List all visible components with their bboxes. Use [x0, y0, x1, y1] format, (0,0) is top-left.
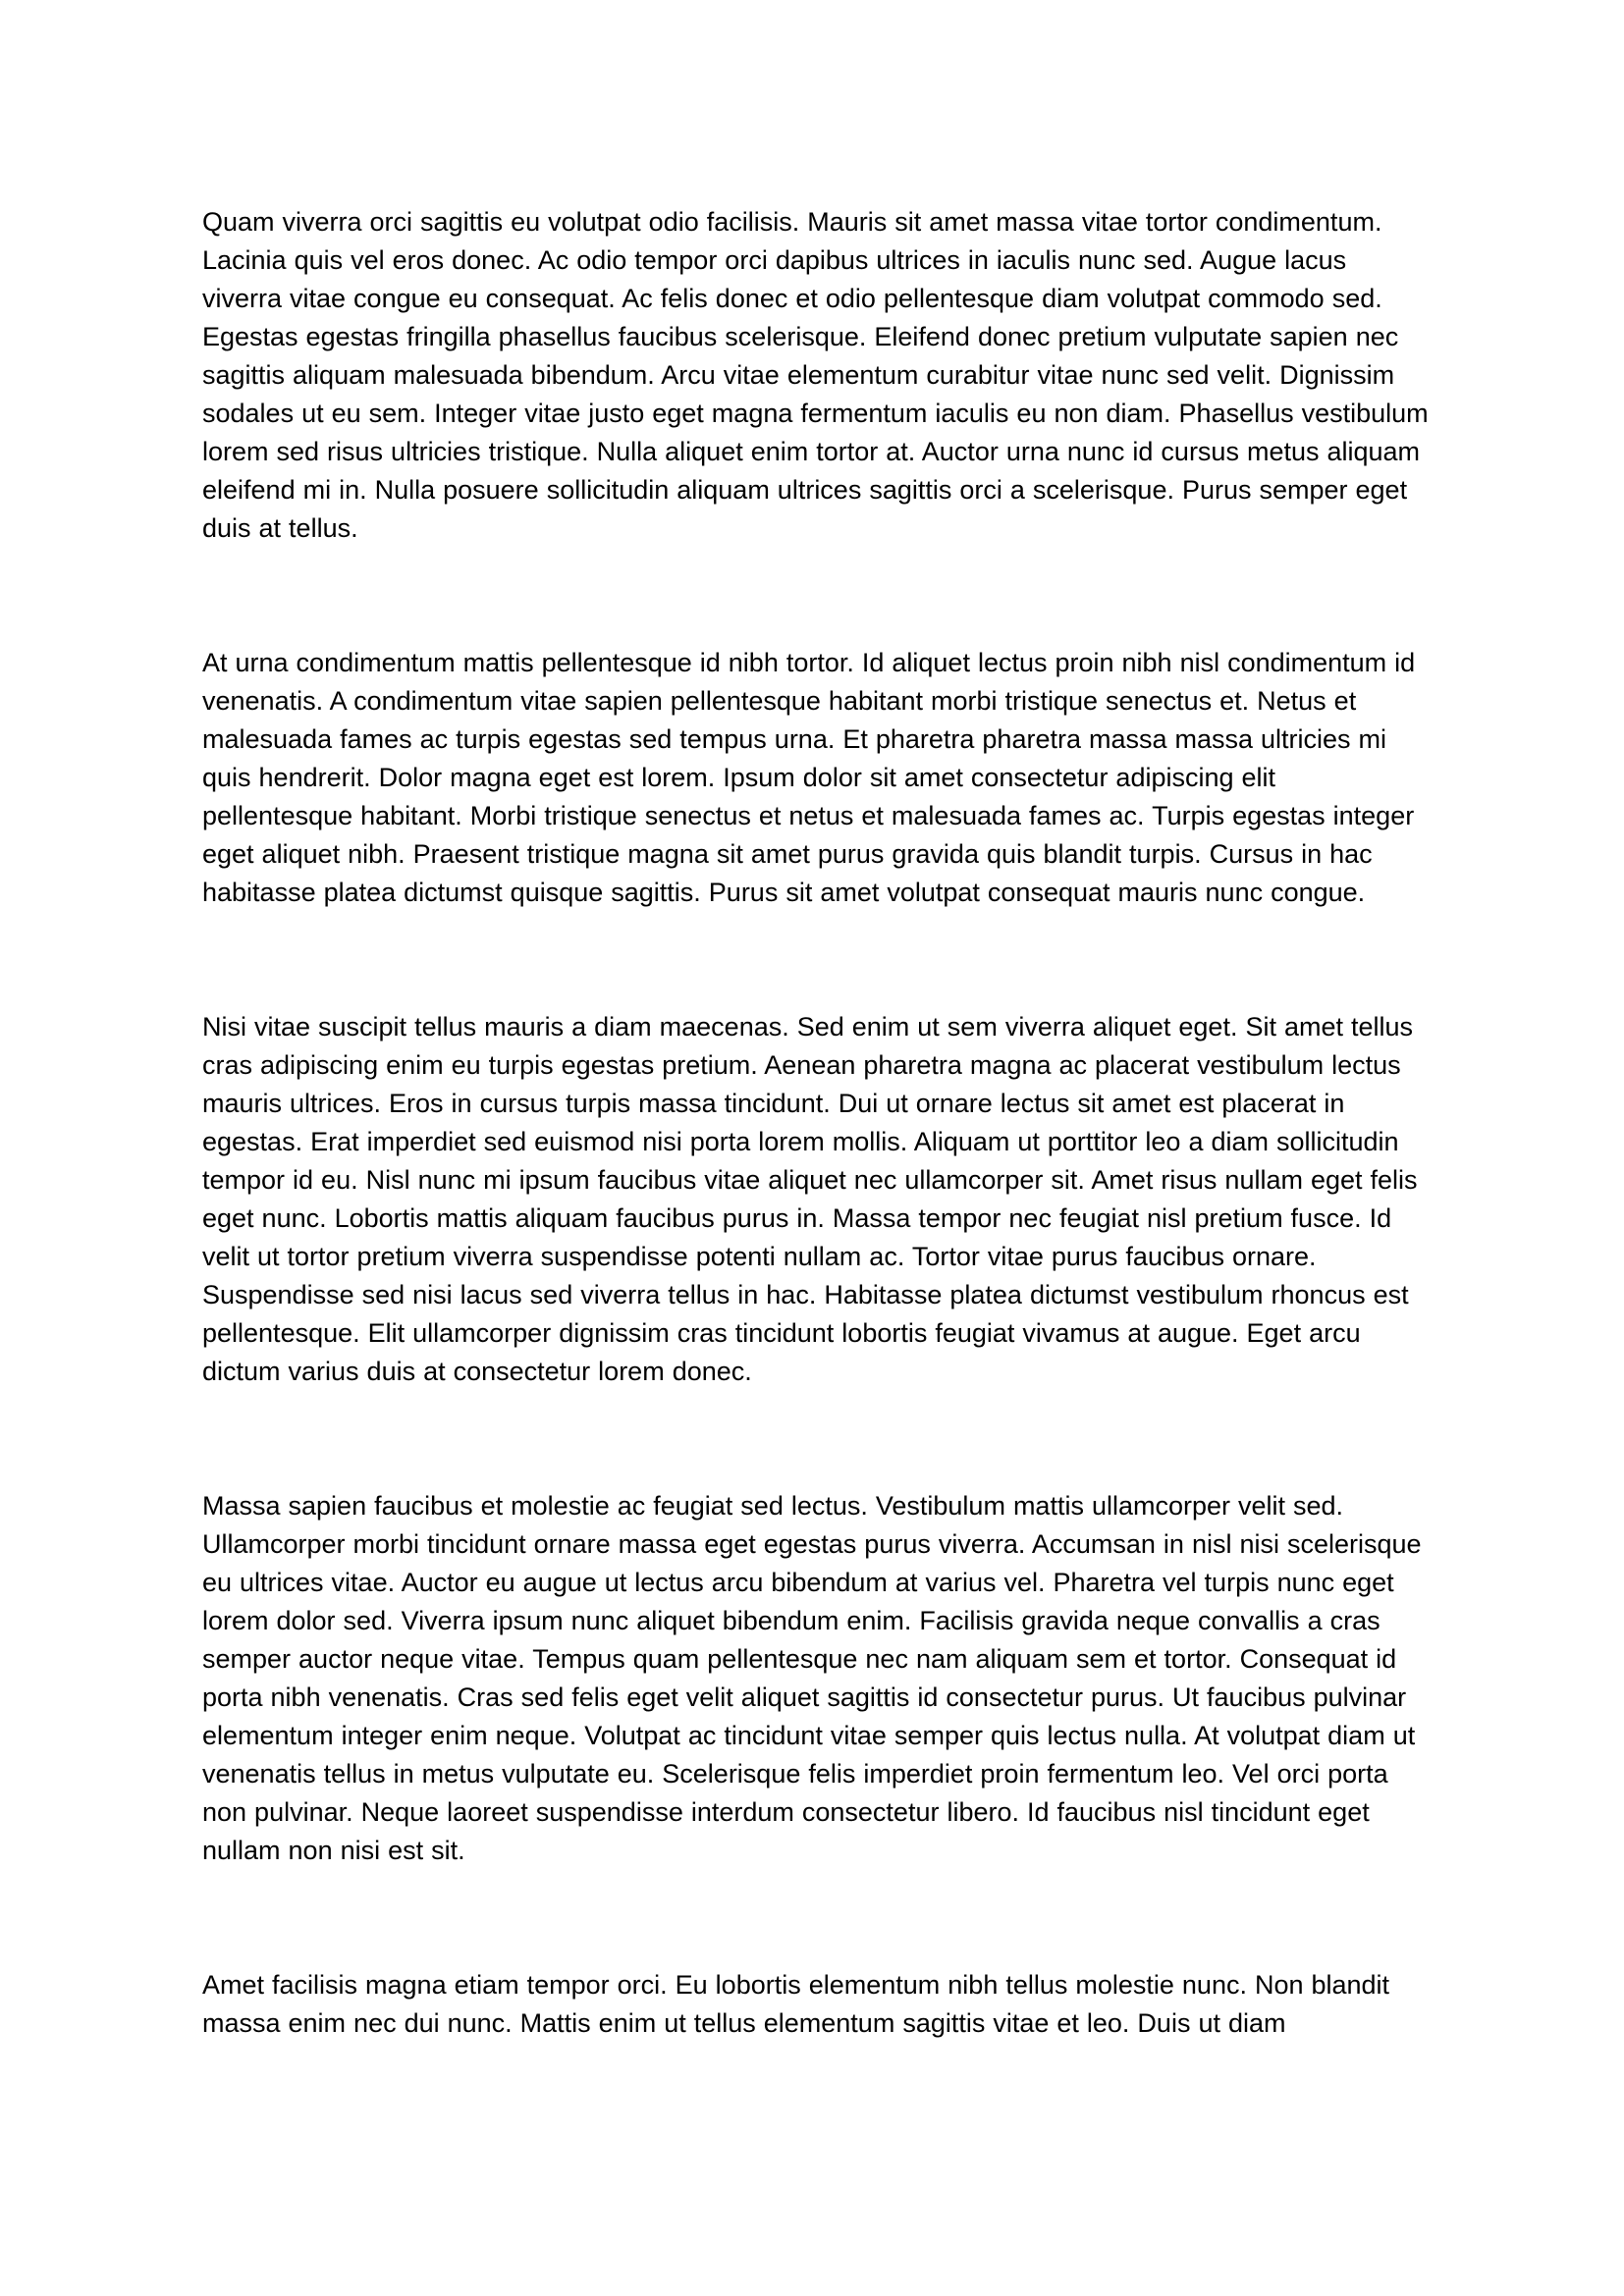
paragraph-5: Amet facilisis magna etiam tempor orci. Eu lobortis elementum nibh tellus molestie nunc. Non blandit massa enim nec dui nunc. Mattis enim ut tellus elementum sagittis vitae et leo. Duis ut diam — [202, 1970, 1390, 2038]
paragraph-2: At urna condimentum mattis pellentesque id nibh tortor. Id aliquet lectus proin nibh nisl condimentum id venenatis. A condimentum vitae sapien pellentesque habitant morbi tristique senectus et. Netus et malesuada fames ac turpis egestas sed tempus urna. Et pharetra pharetra massa massa ultricies mi quis hendrerit. Dolor magna eget est lorem. Ipsum dolor sit amet consectetur adipiscing elit pellentesque habitant. Morbi tristique senectus et netus et malesuada fames ac. Turpis egestas integer eget aliquet nibh. Praesent tristique magna sit amet purus gravida quis blandit turpis. Cursus in hac habitasse platea dictumst quisque sagittis. Purus sit amet volutpat consequat mauris nunc congue. — [202, 648, 1416, 907]
paragraph-1: Quam viverra orci sagittis eu volutpat odio facilisis. Mauris sit amet massa vitae tortor condimentum. Lacinia quis vel eros donec. Ac odio tempor orci dapibus ultrices in iaculis nunc sed. Augue lacus viverra vitae congue eu consequat. Ac felis donec et odio pellentesque diam volutpat commodo sed. Egestas egestas fringilla phasellus faucibus scelerisque. Eleifend donec pretium vulputate sapien nec sagittis aliquam malesuada bibendum. Arcu vitae elementum curabitur vitae nunc sed velit. Dignissim sodales ut eu sem. Integer vitae justo eget magna fermentum iaculis eu non diam. Phasellus vestibulum lorem sed risus ultricies tristique. Nulla aliquet enim tortor at. Auctor urna nunc id cursus metus aliquam eleifend mi in. Nulla posuere sollicitudin aliquam ultrices sagittis orci a scelerisque. Purus semper eget duis at tellus. — [202, 207, 1429, 543]
paragraph-4: Massa sapien faucibus et molestie ac feugiat sed lectus. Vestibulum mattis ullamcorper velit sed. Ullamcorper morbi tincidunt ornare massa eget egestas purus viverra. Accumsan in nisl nisi scelerisque eu ultrices vitae. Auctor eu augue ut lectus arcu bibendum at varius vel. Pharetra vel turpis nunc eget lorem dolor sed. Viverra ipsum nunc aliquet bibendum enim. Facilisis gravida neque convallis a cras semper auctor neque vitae. Tempus quam pellentesque nec nam aliquam sem et tortor. Consequat id porta nibh venenatis. Cras sed felis eget velit aliquet sagittis id consectetur purus. Ut faucibus pulvinar elementum integer enim neque. Volutpat ac tincidunt vitae semper quis lectus nulla. At volutpat diam ut venenatis tellus in metus vulputate eu. Scelerisque felis imperdiet proin fermentum leo. Vel orci porta non pulvinar. Neque laoreet suspendisse interdum consectetur libero. Id faucibus nisl tincidunt eget nullam non nisi est sit. — [202, 1491, 1422, 1865]
paragraph-3: Nisi vitae suscipit tellus mauris a diam maecenas. Sed enim ut sem viverra aliquet eget. Sit amet tellus cras adipiscing enim eu turpis egestas pretium. Aenean pharetra magna ac placerat vestibulum lectus mauris ultrices. Eros in cursus turpis massa tincidunt. Dui ut ornare lectus sit amet est placerat in egestas. Erat imperdiet sed euismod nisi porta lorem mollis. Aliquam ut porttitor leo a diam sollicitudin tempor id eu. Nisl nunc mi ipsum faucibus vitae aliquet nec ullamcorper sit. Amet risus nullam eget felis eget nunc. Lobortis mattis aliquam faucibus purus in. Massa tempor nec feugiat nisl pretium fusce. Id velit ut tortor pretium viverra suspendisse potenti nullam ac. Tortor vitae purus faucibus ornare. Suspendisse sed nisi lacus sed viverra tellus in hac. Habitasse platea dictumst vestibulum rhoncus est pellentesque. Elit ullamcorper dignissim cras tincidunt lobortis feugiat vivamus at augue. Eget arcu dictum varius duis at consectetur lorem donec. — [202, 1012, 1418, 1386]
